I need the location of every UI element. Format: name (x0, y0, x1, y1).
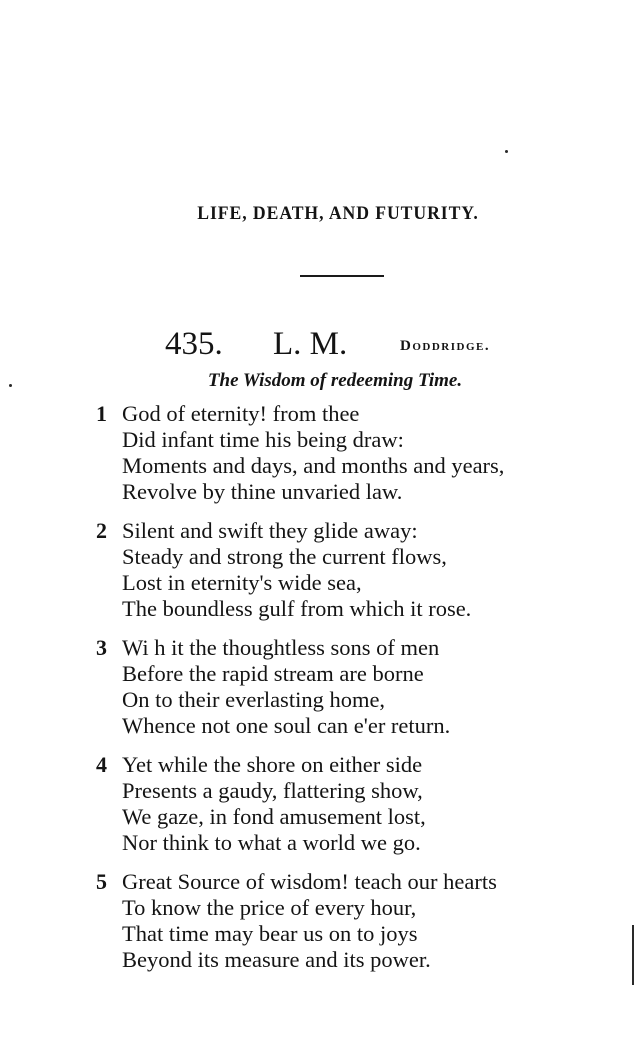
verse-line: Silent and swift they glide away: (122, 518, 418, 543)
stanza-3 (0, 635, 640, 739)
stanza-number: 1 (96, 401, 107, 426)
verse-line: That time may bear us on to joys (122, 921, 418, 946)
section-divider-rule (300, 275, 384, 277)
verse-line: Revolve by thine unvaried law. (122, 479, 403, 504)
verse-line: Lost in eternity's wide sea, (122, 570, 362, 595)
verse-line: Great Source of wisdom! teach our hearts (122, 869, 497, 894)
verse-line: Wi h it the thoughtless sons of men (122, 635, 440, 660)
page-edge-mark (632, 925, 634, 985)
verse-line: On to their everlasting home, (122, 687, 386, 712)
verse-line: Did infant time his being draw: (122, 427, 404, 452)
print-speck (505, 150, 508, 153)
verse-line: Presents a gaudy, flattering show, (122, 778, 423, 803)
stanza-4 (0, 752, 640, 856)
verse-line: Beyond its measure and its power. (122, 947, 431, 972)
section-title: LIFE, DEATH, AND FUTURITY. (197, 203, 479, 224)
verse-line: Nor think to what a world we go. (122, 830, 421, 855)
stanza-5 (0, 869, 640, 973)
verse-line: Whence not one soul can e'er return. (122, 713, 451, 738)
verse-line: The boundless gulf from which it rose. (122, 596, 472, 621)
stanza-number: 3 (96, 635, 107, 660)
stanza-list (0, 401, 640, 986)
verse-line: God of eternity! from thee (122, 401, 360, 426)
verse-line: Yet while the shore on either side (122, 752, 423, 777)
stanza-number: 4 (96, 752, 107, 777)
hymn-meter: L. M. (273, 326, 348, 362)
print-speck (9, 384, 12, 387)
hymn-header (0, 326, 640, 366)
verse-line: We gaze, in fond amusement lost, (122, 804, 426, 829)
stanza-number: 2 (96, 518, 107, 543)
hymn-number: 435. (165, 326, 223, 362)
verse-line: Moments and days, and months and years, (122, 453, 505, 478)
stanza-2 (0, 518, 640, 622)
verse-line: To know the price of every hour, (122, 895, 417, 920)
stanza-number: 5 (96, 869, 107, 894)
stanza-1 (0, 401, 640, 505)
hymn-author: Doddridge. (400, 338, 491, 354)
verse-line: Before the rapid stream are borne (122, 661, 424, 686)
hymn-subtitle: The Wisdom of redeeming Time. (207, 370, 463, 391)
verse-line: Steady and strong the current flows, (122, 544, 447, 569)
